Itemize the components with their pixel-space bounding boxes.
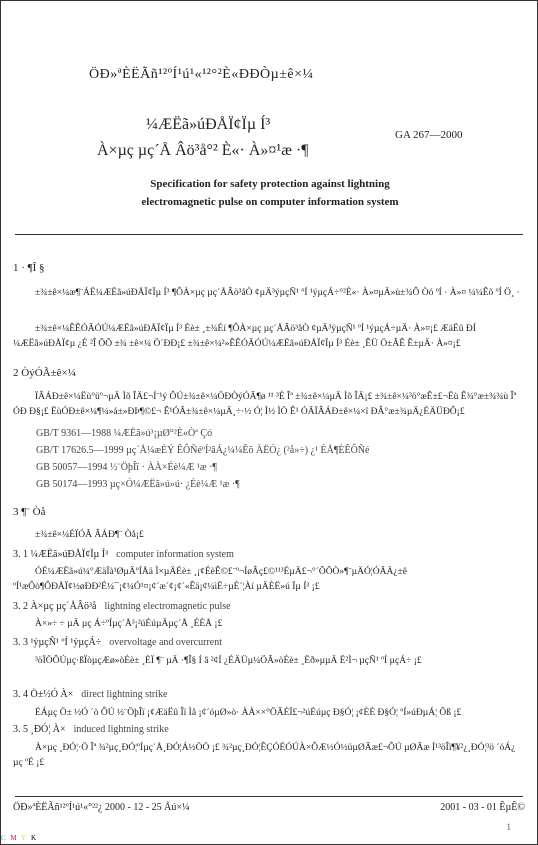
reference-item: GB/T 17626.5—1999 µç´Å¼æÈÝ ÊÔÑéºÍ²âÁ¿¼¼Êõ ÀËÓ¿ (³å»÷) ¿¹ ÈÅ¶ÈÊÔÑé (36, 445, 370, 456)
registration-mark-y: Y (21, 834, 27, 842)
term-3-3-definition: ³öÏÖÔÚµç·ßÏòµçÆø»òÉè± ¸ÈÏ ¶¨ µÄ ·¶Î§ Í â ²¢Í ¿ÉÄÜµ¼ÖÂ»òÉè± ¸Ëð»µµÄ Ë²Ì¬ µçÑ¹ ºÍ µçÁ÷ ¡£ (35, 656, 422, 666)
registration-mark-c: C (1, 834, 6, 842)
title-en-line2: electromagnetic pulse on computer information system (141, 196, 399, 208)
title-cn-line1: ¼ÆËã»úÐÅÏ¢Ïµ Í³ (146, 116, 271, 133)
term-3-2-cn: 3. 2 À×µç µç´ÅÂö³å (13, 601, 97, 612)
section-2-para: ÏÂÁÐ±ê×¼Ëù°üº¬µÄ Ìõ ÎÄ£¬Í¨¹ý ÔÚ±¾±ê×¼ÖÐÒýÓÃ¶ø ¹¹ ³É Îª ±¾±ê×¼µÄ Ìõ ÎÄ¡£ ±¾±ê×¼³ö°æÊ±£¬Ëù Ê¾°æ±¾¾ù Îª ÓÐ Ð§¡£ ËùÓÐ±ê×¼¶¼»á±»ÐÞ¶©£¬ Ê¹ÓÃ±¾±ê×¼µÄ¸÷·½ Ó¦ Ì½ ÌÖ Ê¹ ÓÃÏÂÁÐ±ê×¼×î ÐÂ°æ±¾µÄ¿ÉÄÜÐÔ¡£ (13, 392, 517, 417)
footer-divider (15, 796, 523, 797)
term-3-5 (13, 724, 169, 735)
term-3-1-cn: 3. 1 ¼ÆËã»úÐÅÏ¢Ïµ Í³ (13, 549, 109, 560)
section-1-para-1: ±¾±ê×¼æ¶¨ÁË¼ÆËã»úÐÅÏ¢Ïµ Í³ ¶ÔÀ×µç µç´ÅÂö³åÒ ¢µÄ³ýµçÑ¹ ºÍ ¹ýµçÁ÷°²È«· À»¤µÄ»ù±¾Ô Òó ºÍ · À»¤ ¼¼Êõ ºÍ Ö¸ · (35, 288, 520, 298)
reference-item: GB 50057—1994 ½¨ÖþÎï · ÀÀ×Éè¼Æ ¹æ ·¶ (36, 462, 217, 473)
title-en-line1: Specification for safety protection against lightning (150, 178, 390, 190)
term-3-1-en: computer information system (116, 549, 234, 560)
effective-date: 2001 - 03 - 01 ÊµÊ© (440, 802, 525, 813)
term-3-3-en: overvoltage and overcurrent (109, 637, 222, 648)
registration-mark-m: M (10, 834, 17, 842)
title-en (31, 175, 509, 211)
standard-number: GA 267—2000 (395, 129, 463, 141)
term-3-4-en: direct lightning strike (81, 689, 168, 700)
term-3-2-definition: À×»÷ ÷ µÄ µç Á÷ºÍµç´Å³¡²úÉúµÄµç´Å ¸ÉÈÅ ¡£ (35, 619, 223, 629)
term-3-4-definition: ÉÁµç Ö± ½Ó ´ò ÔÚ ½¨ÖþÎï ¡¢ÆäËû Îï Ìå ¡¢´óµØ»ò· ÀÀ××°ÖÃÉÏ£¬²úÉúµç Ð§Ó¦ ¡¢ÈÈ Ð§Ó¦ ºÍ»úÐµÁ¦ Õß ¡£ (35, 708, 462, 718)
page-number: 1 (506, 822, 511, 832)
section-3-intro: ±¾±ê×¼ÉÏÓÃ ÂÁÐ¶¨ Òå¡£ (35, 530, 144, 540)
section-1-para-2: ±¾±ê×¼ÊÊÓÃÓÚ¼ÆËã»úÐÅÏ¢Ïµ Í³ Éè± ¸±¾Éí ¶ÔÀ×µç µç´ÅÂö³åÒ ¢µÄ³ýµçÑ¹ ºÍ ¹ýµçÁ÷µÄ· À»¤¡£ ÆäËû ÐÍ ¼ÆËã»úÐÅÏ¢µ ¿É ²Î ÕÕ ±¾ ±ê×¼ Ö´ÐÐ¡£ ±¾±ê×¼²»ÊÊÓÃÓÚ¼ÆËã»úÐÅÏ¢Ïµ Í³ Éè± ¸ÊÜ Ö±ÂÊ Ê±µÄ· À»¤¡£ (13, 324, 476, 349)
term-3-3-cn: 3. 3 ¹ýµçÑ¹ ºÍ ¹ýµçÁ÷ (13, 637, 102, 648)
term-3-5-definition: À×µç ¸ÐÓ¦·Ö Îª ¾²µç¸ÐÓ¦ºÍµç´Å¸ÐÓ¦Á½ÖÖ ¡£ ¾²µç¸ÐÓ¦ÊÇÓÉÓÚÀ×ÔÆ½Ó½üµØÃæ£¬ÔÚ µØÃæ Í¹³öÎï¶¥²¿¸ÐÓ¦³ö ´óÁ¿ µç ºÉ ¡£ (13, 743, 516, 768)
term-3-4-cn: 3. 4 Ö±½Ó À× (13, 689, 74, 700)
title-cn-line2: À×µç µç´Å Âö³å°² È«· À»¤¹æ ·¶ (97, 142, 309, 159)
term-3-3 (13, 637, 222, 648)
term-3-2 (13, 601, 231, 612)
registration-mark-k: K (30, 834, 37, 842)
approval-date: ÖÐ»ªÈËÃñ¹²ºÍ¹ú¹«°²²¿ 2000 - 12 - 25 Åú×¼ (13, 802, 190, 813)
section-1-heading: 1 · ¶Î § (13, 262, 45, 274)
section-2-heading: 2 ÒýÓÃ±ê×¼ (13, 367, 76, 379)
term-3-5-cn: 3. 5 ¸ÐÓ¦ À× (13, 724, 66, 735)
term-3-5-en: induced lightning strike (73, 724, 169, 735)
term-3-1-definition: ÓÉ¼ÆËã»ú¼°ÆäÏà¹ØµÄºÍÅä Ì×µÄÉè± ¸¡¢ÉèÊ©£¨º¬ÍøÂç£©¹¹³ÉµÄ£¬°´ÕÕÒ»¶¨µÄÓ¦ÓÃÄ¿±ê ºÍ¹æÔò¶ÔÐÅÏ¢½øÐÐ²É¼¯¡¢¼Ó¹¤¡¢´æ´¢¡¢´«Êä¡¢¼ìË÷µÈ´¦Àí µÄÈË»ú Ïµ Í³ ¡£ (13, 567, 407, 592)
print-registration-marks (1, 834, 39, 842)
header-divider (15, 234, 523, 235)
term-3-4 (13, 689, 167, 700)
issuer-line: ÖÐ»ªÈËÃñ¹²ºÍ¹ú¹«¹²°²È«ÐÐÒµ±ê×¼ (89, 67, 314, 82)
reference-item: GB 50174—1993 µç×Ó¼ÆËã»ú»ú· ¿Éè¼Æ ¹æ ·¶ (36, 479, 240, 490)
section-3-heading: 3 ¶¨ Òå (13, 506, 46, 518)
term-3-1 (13, 549, 234, 560)
term-3-2-en: lightning electromagnetic pulse (104, 601, 231, 612)
reference-item: GB/T 9361—1988 ¼ÆËã»ú³¡µØ°²È«Òª Çó (36, 428, 213, 439)
